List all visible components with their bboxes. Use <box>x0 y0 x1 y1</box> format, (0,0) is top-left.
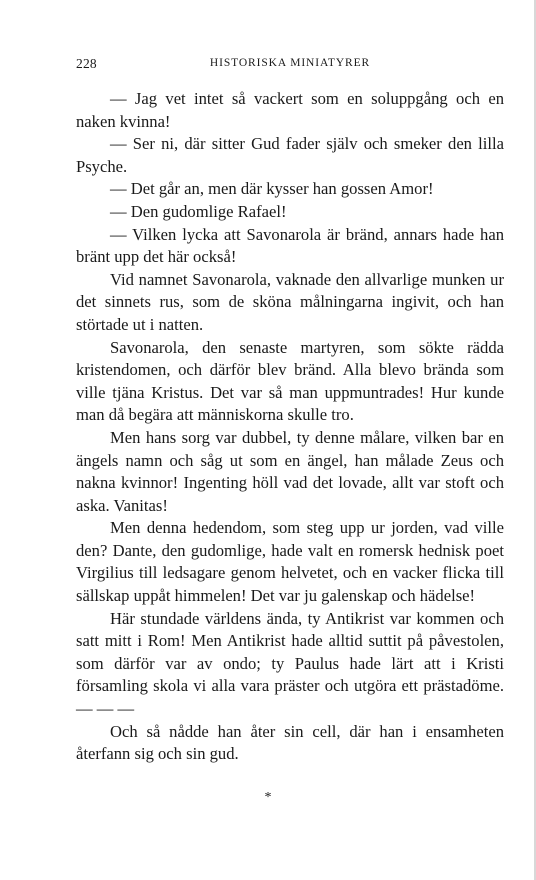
body-text <box>76 88 504 766</box>
paragraph: — Ser ni, där sitter Gud fader själv och smeker den lilla Psyche. <box>76 134 504 176</box>
paragraph: Men denna hedendom, som steg upp ur jorden, vad ville den? Dante, den gudomlige, hade valt en romersk hednisk poet Virgilius till ledsagare genom helvetet, och en vacker flicka till sällskap uppåt himmelen! Det var ju galenskap och hädelse! <box>76 518 504 606</box>
running-title: HISTORISKA MINIATYRER <box>209 57 371 69</box>
paragraph: Här stundade världens ända, ty Antikrist var kommen och satt mitt i Rom! Men Antikrist hade alltid suttit på påvestolen, som därför var av ondo; ty Paulus hade lärt att i Kristi församling skola vi alla vara präster och utgöra ett prästadöme. — — — <box>76 608 504 719</box>
paragraph: Vid namnet Savonarola, vaknade den allvarlige munken ur det sinnets rus, som de sköna målningarna ingivit, och han störtade ut i natten. <box>76 269 504 334</box>
paragraph: — Det går an, men där kysser han gossen Amor! <box>110 179 434 199</box>
paragraph: Men hans sorg var dubbel, ty denne målare, vilken bar en ängels namn och såg ut som en ängel, han målade Zeus och nakna kvinnor! Ingenting höll vad det lovade, allt var stoft och aska. Vanitas! <box>76 427 504 515</box>
section-ornament: * <box>264 790 272 805</box>
paragraph: — Jag vet intet så vackert som en soluppgång och en naken kvinna! <box>76 89 504 131</box>
page-number: 228 <box>76 56 97 71</box>
paragraph: — Vilken lycka att Savonarola är bränd, annars hade han bränt upp det här också! <box>76 224 504 267</box>
paragraph: Och så nådde han åter sin cell, där han i ensamheten återfann sig och sin gud. <box>76 721 504 764</box>
paragraph: — Den gudomlige Rafael! <box>110 201 287 221</box>
paragraph: Savonarola, den senaste martyren, som sökte rädda kristendomen, och därför blev bränd. Alla blevo brända som ville tjäna Kristus. Det var så man uppmuntrades! Hur kunde man då begära att människorna skulle tro. <box>76 337 504 425</box>
page-header <box>76 56 504 76</box>
